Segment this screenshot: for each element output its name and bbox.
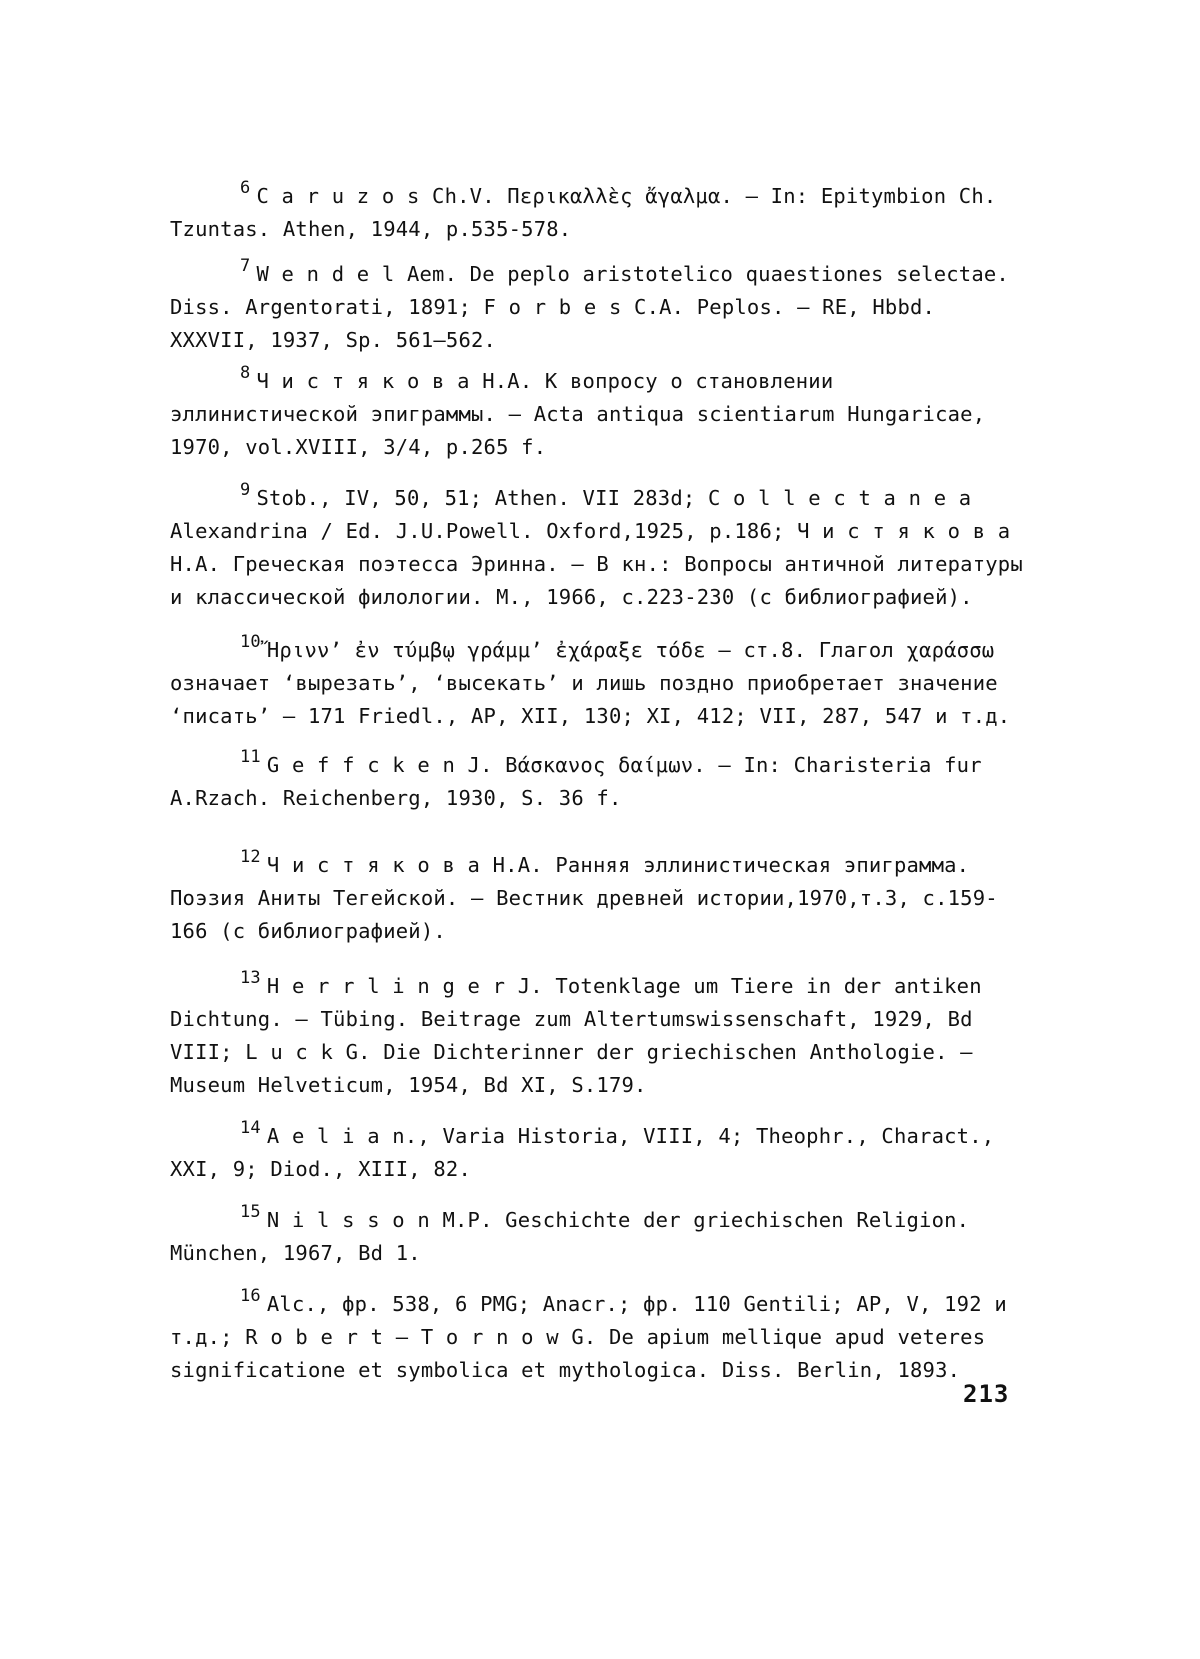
footnote-number: 8 bbox=[240, 363, 251, 383]
footnote-number: 10 bbox=[240, 632, 261, 652]
footnote-number: 16 bbox=[240, 1286, 261, 1306]
footnote-number: 15 bbox=[240, 1202, 261, 1222]
footnote-15 bbox=[170, 1196, 1030, 1270]
footnote-text: Ч и с т я к о в а Н.А. К вопросу о становлении эллинистической эпиграммы. – Acta antiqua scientiarum Hungaricae, 1970, vol.XVIII, 3/4, p.265 f. bbox=[170, 369, 986, 459]
footnote-number: 13 bbox=[240, 968, 261, 988]
footnote-number: 12 bbox=[240, 847, 261, 867]
footnote-7 bbox=[170, 250, 1030, 357]
footnotes-list bbox=[170, 172, 1030, 1387]
footnote-text: Alc., фр. 538, 6 PMG; Anacr.; фр. 110 Gentili; AP, V, 192 и т.д.; R o b e r t – T o r n o w G. De apium mellique apud veteres significatione et symbolica et mythologica. Diss. Berlin, 1893. bbox=[170, 1292, 1007, 1382]
footnote-text: C a r u z o s Ch.V. Περικαλλὲς ἄγαλμα. – In: Epitymbion Ch. Tzuntas. Athen, 1944, p.535-578. bbox=[170, 184, 997, 241]
footnote-text: G e f f c k e n J. Βάσκανος δαίμων. – In: Charisteria fur A.Rzach. Reichenberg, 1930, S. 36 f. bbox=[170, 753, 982, 810]
footnote-11 bbox=[170, 741, 1030, 815]
footnote-text: Ἤριννʼ ἐν τύμβῳ γράμμʼ ἐχάραξε τόδε – ст.8. Глагол χαράσσω означает ʻвырезатьʼ, ʻвысекатьʼ и лишь поздно приобретает значение ʻписатьʼ – 171 Friedl., AP, XII, 130; XI, 412; VII, 287, 547 и т.д. bbox=[170, 638, 1011, 728]
footnote-16 bbox=[170, 1280, 1030, 1387]
footnote-number: 6 bbox=[240, 178, 251, 198]
footnote-8 bbox=[170, 357, 1030, 464]
footnote-6 bbox=[170, 172, 1030, 246]
footnote-number: 11 bbox=[240, 747, 261, 767]
footnote-number: 14 bbox=[240, 1118, 261, 1138]
footnote-12 bbox=[170, 841, 1030, 948]
footnote-text: H e r r l i n g e r J. Totenklage um Tiere in der antiken Dichtung. – Tübing. Beitrage zum Altertumswissenschaft, 1929, Bd VIII; L u c k G. Die Dichterinner der griechischen Anthologie. – Museum Helveticum, 1954, Bd XI, S.179. bbox=[170, 974, 982, 1097]
footnote-14 bbox=[170, 1112, 1030, 1186]
footnote-10 bbox=[170, 626, 1030, 733]
footnote-number: 9 bbox=[240, 480, 251, 500]
footnote-text: Stob., IV, 50, 51; Athen. VII 283d; C o l l e c t a n e a Alexandrina / Ed. J.U.Powell. Oxford,1925, p.186; Ч и с т я к о в а Н.А. Греческая поэтесса Эринна. – В кн.: Вопросы античной литературы и классической филологии. М., 1966, с.223-230 (с библиографией). bbox=[170, 486, 1023, 609]
footnote-text: W e n d e l Aem. De peplo aristotelico quaestiones selectae. Diss. Argentorati, 1891; F o r b e s C.A. Peplos. – RE, Hbbd. XXXVII, 1937, Sp. 561–562. bbox=[170, 262, 1009, 352]
footnote-number: 7 bbox=[240, 256, 251, 276]
footnote-13 bbox=[170, 962, 1030, 1102]
footnote-9 bbox=[170, 474, 1030, 614]
footnote-text: N i l s s o n M.P. Geschichte der griechischen Religion. München, 1967, Bd 1. bbox=[170, 1208, 970, 1265]
footnote-text: Ч и с т я к о в а Н.А. Ранняя эллинистическая эпиграмма. Поэзия Аниты Тегейской. – Вестник древней истории,1970,т.3, с.159-166 (с библиографией). bbox=[170, 853, 998, 943]
page-number: 213 bbox=[963, 1380, 1010, 1408]
footnote-text: A e l i a n., Varia Historia, VIII, 4; Theophr., Charact., XXI, 9; Diod., XIII, 82. bbox=[170, 1124, 995, 1181]
